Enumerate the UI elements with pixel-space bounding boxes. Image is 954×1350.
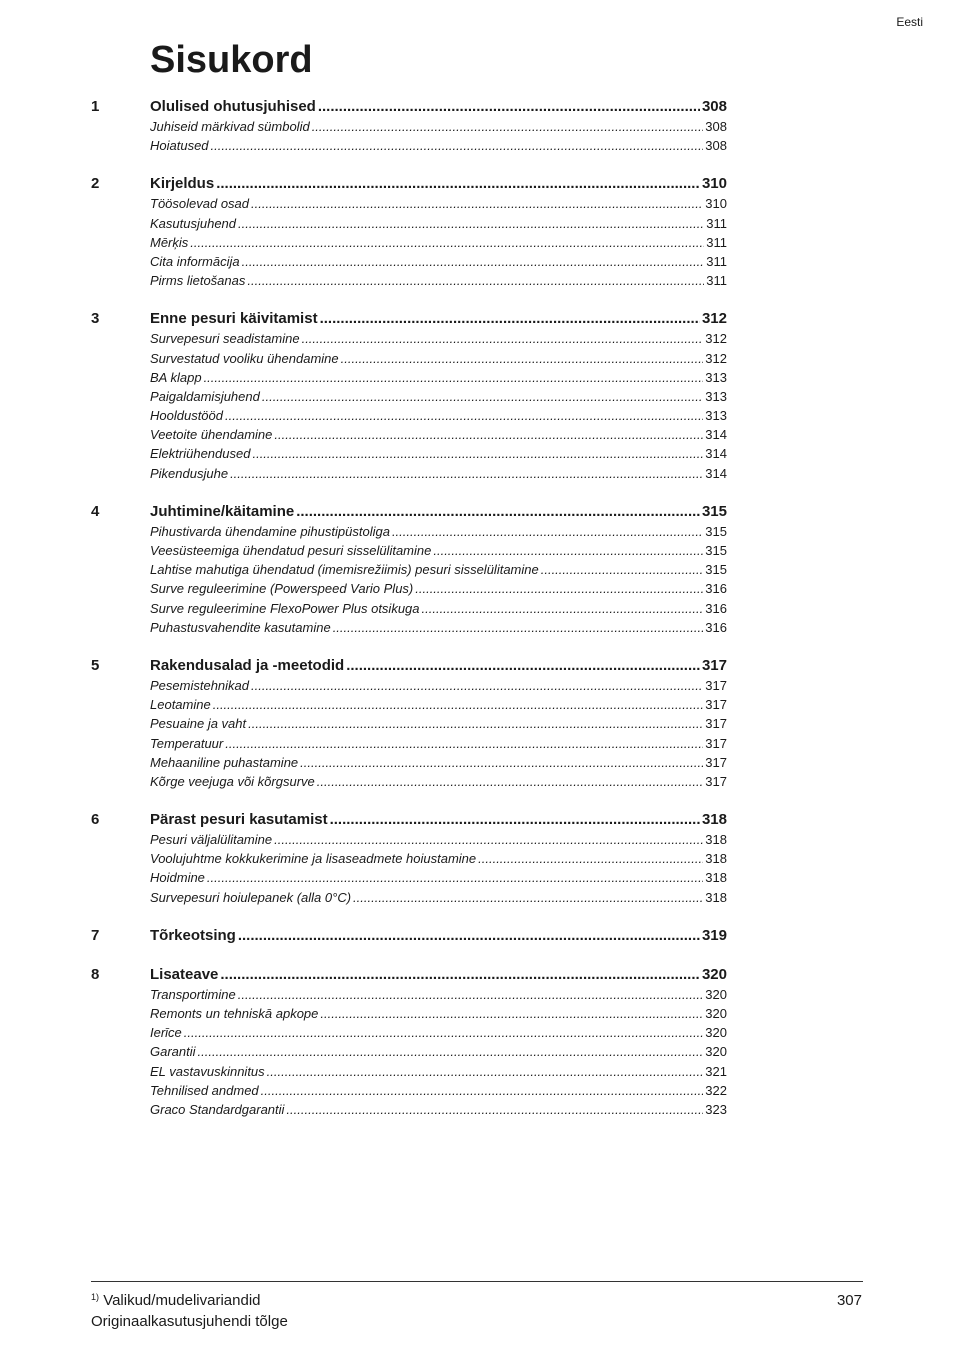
entry-title: Mehaaniline puhastamine — [150, 754, 299, 770]
toc-entry[interactable] — [150, 1025, 727, 1044]
dot-leader — [353, 890, 703, 905]
dot-leader — [312, 119, 704, 134]
dot-leader — [230, 466, 703, 481]
entry-title: BA klapp — [150, 369, 202, 385]
dot-leader — [204, 370, 704, 385]
dot-leader — [184, 1025, 704, 1040]
dot-leader — [274, 832, 703, 847]
dot-leader — [302, 331, 704, 346]
toc-entry[interactable] — [150, 138, 727, 157]
toc-section — [91, 503, 727, 639]
section-number: 7 — [91, 926, 100, 944]
dot-leader — [225, 736, 703, 751]
section-leader — [150, 310, 727, 327]
toc-section-heading[interactable] — [91, 310, 727, 331]
toc-entry[interactable] — [150, 235, 727, 254]
entry-title: Surve reguleerimine FlexoPower Plus otsikuga — [150, 600, 420, 616]
entry-page: 317 — [705, 677, 727, 693]
entry-page: 316 — [705, 600, 727, 616]
entry-title: Tehnilised andmed — [150, 1082, 259, 1098]
entry-page: 318 — [705, 889, 727, 905]
section-title: Tõrkeotsing — [150, 926, 236, 944]
toc-entry[interactable] — [150, 351, 727, 370]
toc-section — [91, 657, 727, 793]
section-title: Kirjeldus — [150, 175, 215, 193]
section-page: 308 — [701, 98, 727, 115]
section-page: 317 — [701, 656, 727, 674]
toc-entry[interactable] — [150, 466, 727, 485]
page-title: Sisukord — [150, 39, 313, 81]
entry-page: 317 — [705, 773, 727, 789]
dot-leader — [238, 216, 704, 231]
entry-page: 311 — [706, 273, 727, 289]
entry-title: Elektriühendused — [150, 446, 251, 462]
dot-leader — [274, 427, 703, 442]
dot-leader — [333, 620, 704, 635]
entry-title: Mērķis — [150, 234, 189, 250]
toc-entry[interactable] — [150, 408, 727, 427]
toc-section-heading[interactable] — [91, 175, 727, 196]
dot-leader — [346, 657, 700, 674]
entry-page: 314 — [705, 465, 727, 481]
entry-title: Graco Standardgarantii — [150, 1101, 285, 1117]
section-leader — [150, 175, 727, 192]
entry-title: Ierīce — [150, 1025, 182, 1041]
dot-leader — [261, 1083, 704, 1098]
entry-page: 315 — [705, 523, 727, 539]
section-title: Rakendusalad ja -meetodid — [150, 656, 345, 674]
dot-leader — [422, 601, 704, 616]
section-title: Juhtimine/käitamine — [150, 502, 295, 520]
entry-page: 316 — [705, 619, 727, 635]
entry-page: 318 — [705, 832, 727, 848]
entry-page: 318 — [705, 851, 727, 867]
entry-page: 320 — [705, 1044, 727, 1060]
entry-title: Survestatud vooliku ühendamine — [150, 350, 339, 366]
toc-entry[interactable] — [150, 196, 727, 215]
entry-title: Leotamine — [150, 697, 211, 713]
entry-page: 308 — [705, 138, 727, 154]
section-number: 5 — [91, 656, 100, 674]
dot-leader — [433, 543, 703, 558]
dot-leader — [213, 697, 704, 712]
section-number: 6 — [91, 811, 100, 829]
section-page: 320 — [701, 965, 727, 983]
entry-title: Pesuaine ja vaht — [150, 716, 247, 732]
toc-entry[interactable] — [150, 427, 727, 446]
entry-title: Pihustivarda ühendamine pihustipüstoliga — [150, 523, 390, 539]
entry-title: Puhastusvahendite kasutamine — [150, 619, 331, 635]
entry-title: Töösolevad osad — [150, 196, 250, 212]
toc-entry[interactable] — [150, 755, 727, 774]
dot-leader — [211, 138, 704, 153]
section-number: 8 — [91, 965, 100, 983]
entry-page: 318 — [705, 870, 727, 886]
dot-leader — [286, 1102, 703, 1117]
section-page: 319 — [701, 926, 727, 944]
toc-section-heading[interactable] — [91, 811, 727, 832]
footnote-marker: 1) — [91, 1292, 100, 1302]
entry-page: 314 — [705, 446, 727, 462]
toc-section-heading[interactable] — [91, 98, 727, 119]
entry-title: Pirms lietošanas — [150, 273, 246, 289]
dot-leader — [320, 310, 700, 327]
toc-entry[interactable] — [150, 832, 727, 851]
entry-title: Veetoite ühendamine — [150, 427, 273, 443]
entry-title: Survepesuri seadistamine — [150, 331, 300, 347]
dot-leader — [317, 774, 704, 789]
entry-page: 315 — [705, 543, 727, 558]
toc-entry[interactable] — [150, 987, 727, 1006]
entry-title: Kasutusjuhend — [150, 215, 237, 231]
entry-page: 313 — [705, 408, 727, 424]
section-leader — [150, 503, 727, 520]
section-title: Lisateave — [150, 965, 219, 983]
entry-page: 320 — [705, 1006, 727, 1021]
toc-entry[interactable] — [150, 678, 727, 697]
dot-leader — [252, 446, 703, 461]
dot-leader — [320, 1006, 703, 1021]
dot-leader — [220, 966, 700, 983]
dot-leader — [207, 870, 703, 885]
toc-entry[interactable] — [150, 216, 727, 235]
table-of-contents — [91, 98, 727, 1139]
section-number: 2 — [91, 175, 100, 193]
toc-entry[interactable] — [150, 716, 727, 735]
dot-leader — [251, 678, 703, 693]
section-page: 310 — [701, 175, 727, 193]
dot-leader — [248, 716, 703, 731]
entry-title: Pikendusjuhe — [150, 465, 229, 481]
section-leader — [150, 657, 727, 674]
toc-entry[interactable] — [150, 389, 727, 408]
entry-title: Pesemistehnikad — [150, 677, 249, 693]
entry-title: Kõrge veejuga või kõrgsurve — [150, 773, 315, 789]
dot-leader — [262, 389, 703, 404]
entry-page: 308 — [705, 119, 727, 134]
dot-leader — [238, 927, 700, 944]
dot-leader — [267, 1064, 704, 1079]
toc-entry[interactable] — [150, 774, 727, 793]
entry-title: Garantii — [150, 1044, 196, 1060]
entry-title: Voolujuhtme kokkukerimine ja lisaseadmete hoiustamine — [150, 851, 477, 867]
toc-entry[interactable] — [150, 543, 727, 562]
entry-title: Surve reguleerimine (Powerspeed Vario Plus) — [150, 581, 414, 597]
entry-page: 310 — [705, 196, 727, 212]
entry-title: Survepesuri hoiulepanek (alla 0°C) — [150, 889, 352, 905]
dot-leader — [238, 987, 704, 1002]
section-leader — [150, 966, 727, 983]
toc-section-heading[interactable] — [91, 503, 727, 524]
toc-entry[interactable] — [150, 119, 727, 138]
entry-page: 312 — [705, 350, 727, 366]
dot-leader — [541, 562, 704, 577]
entry-title: EL vastavuskinnitus — [150, 1063, 265, 1079]
entry-title: Paigaldamisjuhend — [150, 388, 260, 404]
toc-entry[interactable] — [150, 446, 727, 465]
section-leader — [150, 98, 727, 115]
toc-section — [91, 927, 727, 948]
document-subtitle: Originaalkasutusjuhendi tõlge — [91, 1313, 288, 1330]
entry-page: 313 — [705, 388, 727, 404]
section-leader — [150, 927, 727, 944]
entry-page: 311 — [706, 215, 727, 231]
dot-leader — [392, 524, 703, 539]
entry-page: 311 — [706, 234, 727, 250]
section-page: 312 — [701, 310, 727, 328]
entry-title: Pesuri väljalülitamine — [150, 832, 273, 848]
dot-leader — [300, 755, 703, 770]
entry-title: Cita informācija — [150, 253, 240, 269]
dot-leader — [251, 196, 703, 211]
entry-title: Veesüsteemiga ühendatud pesuri sisselülitamine — [150, 543, 432, 558]
toc-entry[interactable] — [150, 1102, 727, 1121]
dot-leader — [247, 273, 704, 288]
toc-entry[interactable] — [150, 736, 727, 755]
toc-entry[interactable] — [150, 370, 727, 389]
toc-section-heading[interactable] — [91, 927, 727, 948]
toc-section — [91, 310, 727, 485]
toc-entry[interactable] — [150, 331, 727, 350]
entry-title: Remonts un tehniskā apkope — [150, 1006, 319, 1021]
page-number: 307 — [836, 1292, 862, 1309]
toc-entry[interactable] — [150, 1064, 727, 1083]
footnote — [91, 1292, 261, 1309]
entry-page: 317 — [705, 716, 727, 732]
toc-entry[interactable] — [150, 890, 727, 909]
toc-section — [91, 966, 727, 1121]
toc-section-heading[interactable] — [91, 657, 727, 678]
section-title: Olulised ohutusjuhised — [150, 98, 316, 115]
toc-section-heading[interactable] — [91, 966, 727, 987]
toc-entry[interactable] — [150, 620, 727, 639]
toc-section — [91, 98, 727, 157]
section-page: 315 — [701, 502, 727, 520]
entry-page: 314 — [705, 427, 727, 443]
dot-leader — [318, 98, 700, 115]
entry-title: Lahtise mahutiga ühendatud (imemisrežiimis) pesuri sisselülitamine — [150, 562, 539, 578]
entry-title: Temperatuur — [150, 735, 224, 751]
toc-entry[interactable] — [150, 562, 727, 581]
section-leader — [150, 811, 727, 828]
section-title: Enne pesuri käivitamist — [150, 310, 318, 328]
entry-page: 312 — [705, 331, 727, 347]
toc-entry[interactable] — [150, 697, 727, 716]
toc-entry[interactable] — [150, 524, 727, 543]
entry-title: Juhiseid märkivad sümbolid — [150, 119, 310, 134]
entry-page: 311 — [706, 253, 727, 269]
toc-entry[interactable] — [150, 870, 727, 889]
toc-entry[interactable] — [150, 273, 727, 292]
entry-page: 320 — [705, 1025, 727, 1041]
toc-entry[interactable] — [150, 581, 727, 600]
section-number: 1 — [91, 98, 100, 115]
entry-page: 316 — [705, 581, 727, 597]
dot-leader — [198, 1044, 704, 1059]
entry-page: 320 — [705, 986, 727, 1002]
entry-page: 317 — [705, 735, 727, 751]
toc-section — [91, 175, 727, 292]
section-page: 318 — [701, 811, 727, 829]
dot-leader — [216, 175, 700, 192]
entry-page: 317 — [705, 754, 727, 770]
entry-title: Transportimine — [150, 986, 236, 1002]
entry-page: 321 — [705, 1063, 727, 1079]
dot-leader — [190, 235, 704, 250]
section-number: 4 — [91, 502, 100, 520]
entry-page: 317 — [705, 697, 727, 713]
dot-leader — [242, 254, 705, 269]
footer-divider — [91, 1281, 863, 1282]
entry-page: 323 — [705, 1101, 727, 1117]
entry-title: Hooldustööd — [150, 408, 223, 424]
dot-leader — [415, 581, 703, 596]
toc-entry[interactable] — [150, 254, 727, 273]
entry-page: 313 — [705, 369, 727, 385]
entry-title: Hoiatused — [150, 138, 209, 154]
dot-leader — [478, 851, 703, 866]
entry-page: 315 — [705, 562, 727, 578]
dot-leader — [296, 503, 700, 520]
section-number: 3 — [91, 310, 100, 328]
toc-entry[interactable] — [150, 1006, 727, 1025]
toc-entry[interactable] — [150, 1044, 727, 1063]
dot-leader — [330, 811, 700, 828]
toc-entry[interactable] — [150, 851, 727, 870]
dot-leader — [341, 351, 704, 366]
toc-entry[interactable] — [150, 1083, 727, 1102]
section-title: Pärast pesuri kasutamist — [150, 811, 328, 829]
toc-entry[interactable] — [150, 601, 727, 620]
footnote-text: Valikud/mudelivariandid — [103, 1292, 261, 1309]
language-label: Eesti — [896, 15, 923, 29]
entry-page: 322 — [705, 1082, 727, 1098]
entry-title: Hoidmine — [150, 870, 205, 886]
dot-leader — [225, 408, 703, 423]
toc-section — [91, 811, 727, 909]
